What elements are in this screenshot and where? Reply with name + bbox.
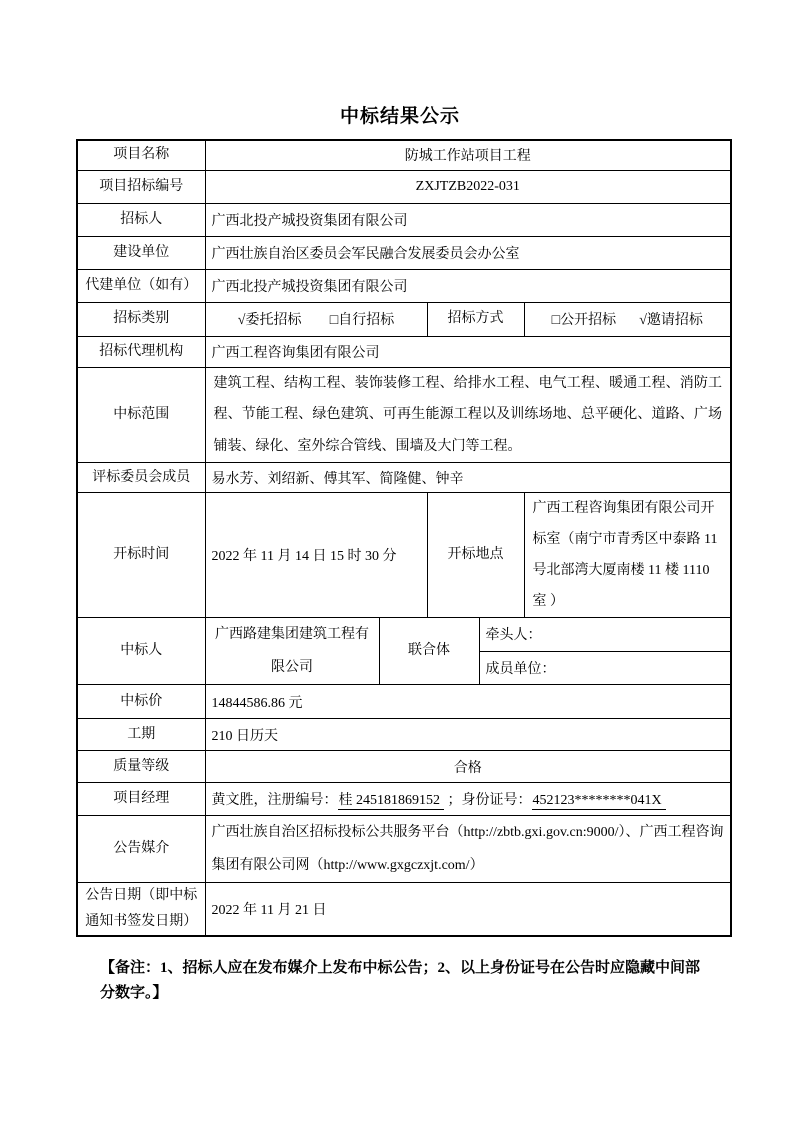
tenderer-value: 广西北投产城投资集团有限公司 [205,203,731,236]
row-duration [77,719,731,751]
footer-note: 【备注：1、招标人应在发布媒介上发布中标公告；2、以上身份证号在公告时应隐藏中间部分数字。】 [100,960,701,1001]
result-table [76,139,732,937]
manager-registration-number: 桂 245181869152 [338,793,445,810]
tender-method-options [524,302,731,336]
row-price [77,685,731,719]
tender-method-label: 招标方式 [427,302,524,336]
scope-value: 建筑工程、结构工程、装饰装修工程、给排水工程、电气工程、暖通工程、消防工程、节能工程、绿色建筑、可再生能源工程以及训练场地、总平硬化、道路、广场铺装、绿化、室外综合管线、围墙及大门等工程。 [205,367,731,463]
committee-value: 易水芳、刘绍新、傅其军、简隆健、钟辛 [205,463,731,493]
agent-construction-unit-value: 广西北投产城投资集团有限公司 [205,269,731,302]
row-scope [77,367,731,463]
entrusted-bidding-option: √委托招标 [237,313,302,328]
winner-label: 中标人 [77,618,205,685]
row-tender-number [77,170,731,203]
quality-value: 合格 [205,751,731,783]
tender-category-label: 招标类别 [77,302,205,336]
row-manager [77,783,731,816]
manager-name-and-prefix: 黄文胜，注册编号： [211,793,338,808]
scope-label: 中标范围 [77,367,205,463]
consortium-members-label: 成员单位： [479,651,731,685]
self-bidding-option: □自行招标 [329,313,395,328]
tenderer-label: 招标人 [77,203,205,236]
announce-date-value: 2022 年 11 月 21 日 [205,883,731,937]
row-project-name [77,140,731,170]
row-quality [77,751,731,783]
agency-label: 招标代理机构 [77,336,205,367]
manager-value [205,783,731,816]
invited-bidding-option: √邀请招标 [639,313,703,328]
row-agency [77,336,731,367]
opening-time-value: 2022 年 11 月 14 日 15 时 30 分 [205,493,427,618]
row-committee [77,463,731,493]
row-agent-construction-unit [77,269,731,302]
tender-category-options [205,302,427,336]
manager-label: 项目经理 [77,783,205,816]
checkmark-icon: √ [639,313,647,328]
project-name-value: 防城工作站项目工程 [205,140,731,170]
row-construction-unit [77,236,731,269]
announce-date-label: 公告日期（即中标通知书签发日期） [77,883,205,937]
manager-id-label: ；身份证号： [444,793,532,808]
row-tender-category [77,302,731,336]
row-winner [77,618,731,652]
media-value: 广西壮族自治区招标投标公共服务平台（http://zbtb.gxi.gov.cn:9000/）、广西工程咨询集团有限公司网（http://www.gxgczxjt.com/） [205,816,731,883]
manager-id-number: 452123********041X [532,793,666,810]
checkbox-unchecked-icon: □ [551,313,561,328]
checkbox-unchecked-icon: □ [329,313,339,328]
consortium-label: 联合体 [379,618,479,685]
tender-number-label: 项目招标编号 [77,170,205,203]
price-value: 14844586.86 元 [205,685,731,719]
winner-value: 广西路建集团建筑工程有限公司 [205,618,379,685]
opening-time-label: 开标时间 [77,493,205,618]
duration-value: 210 日历天 [205,719,731,751]
quality-label: 质量等级 [77,751,205,783]
agency-value: 广西工程咨询集团有限公司 [205,336,731,367]
row-media [77,816,731,883]
row-announce-date [77,883,731,937]
document-title: 中标结果公示 [339,106,460,127]
agent-construction-unit-label: 代建单位（如有） [77,269,205,302]
public-bidding-option: □公开招标 [551,313,617,328]
media-label: 公告媒介 [77,816,205,883]
construction-unit-label: 建设单位 [77,236,205,269]
row-tenderer [77,203,731,236]
duration-label: 工期 [77,719,205,751]
tender-number-value: ZXJTZB2022-031 [205,170,731,203]
row-opening [77,493,731,618]
committee-label: 评标委员会成员 [77,463,205,493]
checkmark-icon: √ [237,313,246,328]
opening-place-value: 广西工程咨询集团有限公司开标室（南宁市青秀区中泰路 11 号北部湾大厦南楼 11 楼 1110 室 ） [524,493,731,618]
consortium-leader-label: 牵头人： [479,618,731,652]
construction-unit-value: 广西壮族自治区委员会军民融合发展委员会办公室 [205,236,731,269]
project-name-label: 项目名称 [77,140,205,170]
opening-place-label: 开标地点 [427,493,524,618]
price-label: 中标价 [77,685,205,719]
